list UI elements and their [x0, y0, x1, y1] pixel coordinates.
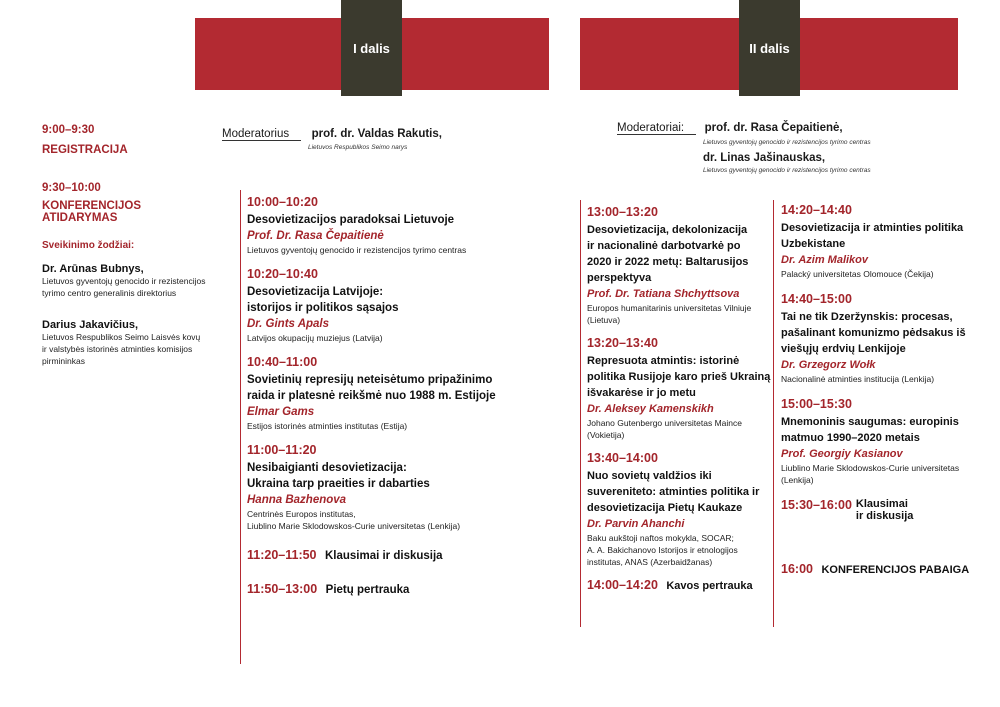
talk-item	[247, 443, 547, 532]
talk-time: 10:20–10:40	[247, 267, 318, 281]
talk-affiliation-line: Johano Gutenbergo universitetas Maince	[587, 418, 742, 428]
talk-affiliation-line: Latvijos okupacijų muziejus (Latvija)	[247, 333, 383, 343]
talk-speaker: Dr. Azim Malikov	[781, 254, 869, 266]
lunch-time: 11:50–13:00	[247, 582, 318, 596]
discussion-label: Klausimai ir diskusija	[855, 498, 914, 522]
qa-row	[247, 546, 547, 564]
part1-moderator	[222, 124, 542, 151]
talk-time: 14:40–15:00	[781, 292, 852, 306]
talk-title-line: desovietizacija Pietų Kaukaze	[587, 502, 743, 514]
talk-time: 13:40–14:00	[587, 451, 658, 465]
qa-label: Klausimai ir diskusija	[324, 550, 443, 562]
talk-title-line: istorijos ir politikos sąsajos	[247, 302, 399, 314]
registration-time: 9:00–9:30	[42, 124, 95, 136]
discussion-time: 15:30–16:00	[781, 498, 852, 512]
left-column	[42, 124, 222, 367]
opening-time: 9:30–10:00	[42, 182, 101, 194]
talk-title-line: perspektyva	[587, 272, 652, 284]
part2-column-1	[587, 205, 772, 594]
moderator-label: Moderatorius	[222, 128, 301, 141]
registration-label: REGISTRACIJA	[42, 144, 128, 156]
talk-affiliation-line: (Lenkija)	[781, 475, 814, 485]
lunch-row	[247, 580, 547, 598]
talk-item	[587, 336, 772, 441]
talk-affiliation-line: (Vokietija)	[587, 430, 625, 440]
talk-title-line: Represuota atmintis: istorinė	[587, 355, 740, 367]
part2-column-2	[781, 203, 971, 578]
moderator-1-affiliation: Lietuvos gyventojų genocido ir rezistencijos tyrimo centras	[703, 139, 871, 146]
talk-title-line: viešųjų erdvių Lenkijoje	[781, 343, 906, 355]
coffee-label: Kavos pertrauka	[666, 580, 753, 592]
opening-label-1: KONFERENCIJOS	[42, 200, 142, 212]
end-time: 16:00	[781, 562, 813, 576]
talk-title-line: Desovietizacija, dekolonizacija	[587, 224, 748, 236]
greeter-2-aff-2: ir valstybės istorinės atminties komisijos	[42, 344, 193, 354]
talk-affiliation-line: Europos humanitarinis universitetas Vilniuje	[587, 303, 752, 313]
opening-label-2: ATIDARYMAS	[42, 212, 118, 224]
greeter-2-aff-3: pirmininkas	[42, 356, 85, 366]
greetings-label: Sveikinimo žodžiai:	[42, 240, 135, 251]
talk-speaker: Dr. Aleksey Kamenskikh	[587, 403, 714, 415]
moderator-2-affiliation: Lietuvos gyventojų genocido ir rezistencijos tyrimo centras	[703, 167, 871, 174]
talk-title-line: 2020 ir 2022 metų: Baltarusijos	[587, 256, 749, 268]
talk-affiliation-line: Centrinės Europos institutas,	[247, 509, 356, 519]
talk-affiliation-line: A. A. Bakichanovo Istorijos ir etnologijos	[587, 545, 738, 555]
greeter-1-aff-1: Lietuvos gyventojų genocido ir rezistencijos	[42, 276, 206, 286]
tab-part2: II dalis	[739, 0, 800, 96]
talk-item	[587, 205, 772, 326]
talk-title-line: Tai ne tik Dzeržynskis: procesas,	[781, 311, 953, 323]
talk-title-line: Nuo sovietų valdžios iki	[587, 470, 712, 482]
moderator-affiliation: Lietuvos Respublikos Seimo narys	[308, 144, 408, 151]
talk-title-line: Sovietinių represijų neteisėtumo pripažinimo	[247, 374, 493, 386]
talk-item	[247, 267, 547, 344]
talk-speaker: Prof. Georgiy Kasianov	[781, 448, 903, 460]
discussion-row	[781, 498, 971, 522]
talk-item	[587, 451, 772, 568]
talk-affiliation-line: Nacionalinė atminties institucija (Lenkija)	[781, 374, 935, 384]
qa-time: 11:20–11:50	[247, 548, 317, 562]
talk-speaker: Elmar Gams	[247, 406, 315, 418]
talk-time: 14:20–14:40	[781, 203, 852, 217]
talk-time: 13:00–13:20	[587, 205, 658, 219]
talk-title-line: Ukraina tarp praeities ir dabarties	[247, 478, 430, 490]
part2-moderators	[617, 118, 977, 174]
greeter-1-name: Dr. Arūnas Bubnys,	[42, 263, 144, 275]
moderator-name: prof. dr. Valdas Rakutis,	[311, 128, 442, 140]
talk-speaker: Hanna Bazhenova	[247, 494, 347, 506]
lunch-label: Pietų pertrauka	[325, 584, 410, 596]
moderators-label: Moderatoriai:	[617, 122, 696, 135]
talk-title-line: politika Rusijoje karo prieš Ukrainą	[587, 371, 771, 383]
part1-talks	[247, 195, 547, 598]
talk-time: 10:00–10:20	[247, 195, 318, 209]
talk-title-line: suvereniteto: atminties politika ir	[587, 486, 760, 498]
talk-title-line: raida ir platesnė reikšmė nuo 1988 m. Estijoje	[247, 390, 496, 402]
talk-speaker: Dr. Gints Apals	[247, 318, 330, 330]
end-row	[781, 560, 971, 578]
talk-title-line: pašalinant komunizmo pėdsakus iš	[781, 327, 966, 339]
talk-item	[247, 355, 547, 432]
talk-time: 11:00–11:20	[247, 443, 317, 457]
talk-speaker: Prof. Dr. Tatiana Shchyttsova	[587, 288, 740, 300]
part1-divider	[240, 190, 241, 664]
talk-title-line: Mnemoninis saugumas: europinis	[781, 416, 959, 428]
talk-title-line: išvakarėse ir jo metu	[587, 387, 696, 399]
talk-title-line: Nesibaigianti desovietizacija:	[247, 462, 407, 474]
tab-part1: I dalis	[341, 0, 402, 96]
talk-title-line: Desovietizacijos paradoksai Lietuvoje	[247, 214, 455, 226]
talk-affiliation-line: (Lietuva)	[587, 315, 621, 325]
talk-title-line: ir nacionalinė darbotvarkė po	[587, 240, 741, 252]
talk-title-line: Desovietizacija ir atminties politika	[781, 222, 964, 234]
talk-affiliation-line: Liublino Marie Sklodowskos-Curie universitetas (Lenkija)	[247, 521, 461, 531]
talk-title-line: matmuo 1990–2020 metais	[781, 432, 920, 444]
talk-speaker: Dr. Grzegorz Wołk	[781, 359, 876, 371]
talk-affiliation-line: Estijos istorinės atminties institutas (Estija)	[247, 421, 408, 431]
part2-divider-2	[773, 200, 774, 627]
greeter-2-name: Darius Jakavičius,	[42, 319, 139, 331]
talk-time: 10:40–11:00	[247, 355, 318, 369]
talk-affiliation-line: Palacký universitetas Olomouce (Čekija)	[781, 269, 934, 279]
talk-item	[247, 195, 547, 256]
talk-title-line: Uzbekistane	[781, 238, 846, 250]
talk-item	[781, 203, 971, 280]
greeter-1-aff-2: tyrimo centro generalinis direktorius	[42, 288, 177, 298]
talk-affiliation-line: institutas, ANAS (Azerbaidžanas)	[587, 557, 713, 567]
coffee-row	[587, 576, 772, 594]
talk-affiliation-line: Baku aukštoji naftos mokykla, SOCAR;	[587, 533, 734, 543]
talk-item	[781, 397, 971, 486]
talk-speaker: Prof. Dr. Rasa Čepaitienė	[247, 230, 384, 242]
moderator-2-name: dr. Linas Jašinauskas,	[703, 152, 826, 164]
coffee-time: 14:00–14:20	[587, 578, 658, 592]
end-label: KONFERENCIJOS PABAIGA	[821, 564, 970, 576]
talk-time: 15:00–15:30	[781, 397, 852, 411]
part2-divider-1	[580, 200, 581, 627]
greeter-2-aff-1: Lietuvos Respublikos Seimo Laisvės kovų	[42, 332, 201, 342]
talk-title-line: Desovietizacija Latvijoje:	[247, 286, 384, 298]
talk-affiliation-line: Lietuvos gyventojų genocido ir rezistencijos tyrimo centras	[247, 245, 467, 255]
talk-speaker: Dr. Parvin Ahanchi	[587, 518, 685, 530]
talk-time: 13:20–13:40	[587, 336, 658, 350]
talk-affiliation-line: Liublino Marie Sklodowskos-Curie universitetas	[781, 463, 960, 473]
moderator-1-name: prof. dr. Rasa Čepaitienė,	[704, 122, 843, 134]
talk-item	[781, 292, 971, 385]
